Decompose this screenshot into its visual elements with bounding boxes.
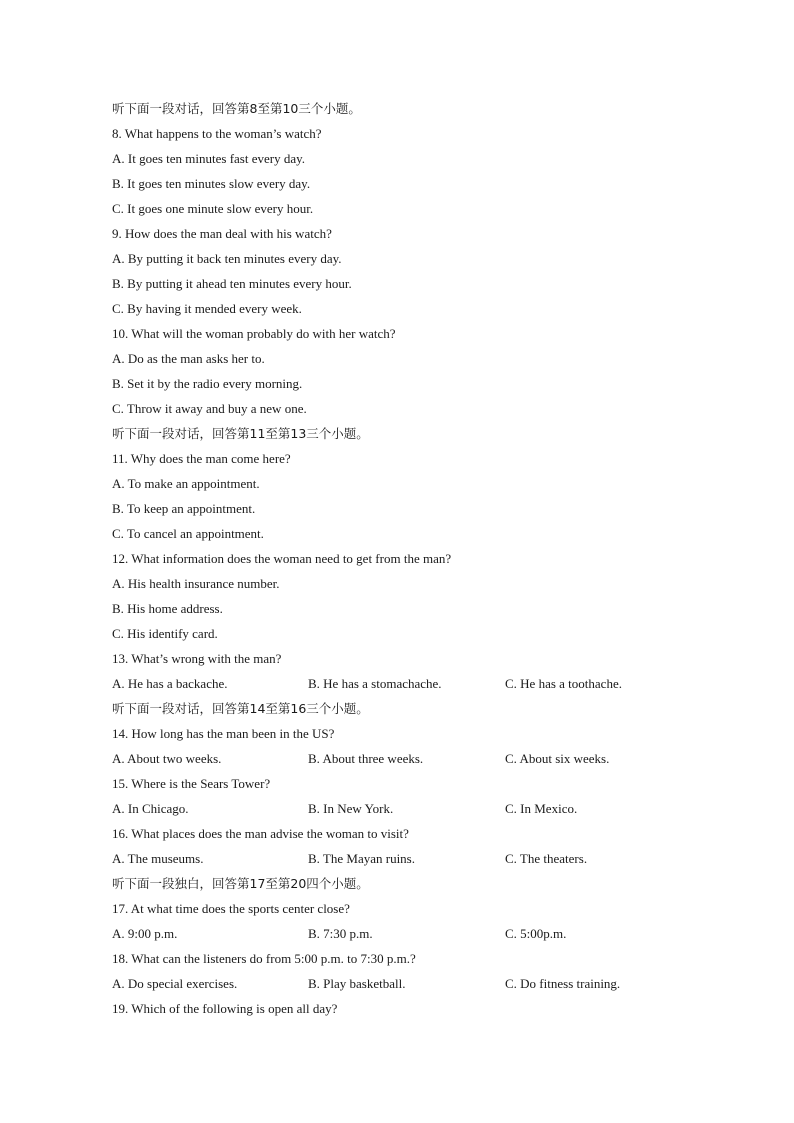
answer-option: B. His home address. — [112, 601, 223, 616]
question-text: 17. At what time does the sports center close? — [112, 901, 350, 916]
question-text: 16. What places does the man advise the woman to visit? — [112, 826, 409, 841]
answer-options-row — [112, 846, 732, 871]
question-text: 18. What can the listeners do from 5:00 p.m. to 7:30 p.m.? — [112, 951, 416, 966]
answer-option: A. His health insurance number. — [112, 576, 280, 591]
answer-options-row — [112, 521, 732, 546]
question-text: 19. Which of the following is open all day? — [112, 1001, 338, 1016]
answer-option: A. 9:00 p.m. — [112, 926, 178, 941]
answer-option: A. To make an appointment. — [112, 476, 260, 491]
answer-option: A. About two weeks. — [112, 751, 222, 766]
answer-options-row — [112, 671, 732, 696]
answer-options-row — [112, 621, 732, 646]
answer-option: B. To keep an appointment. — [112, 501, 256, 516]
question-text: 8. What happens to the woman’s watch? — [112, 126, 322, 141]
answer-option: A. It goes ten minutes fast every day. — [112, 151, 306, 166]
answer-options-row — [112, 146, 732, 171]
section-instruction: 听下面一段对话，回答第14至第16三个小题。 — [112, 701, 369, 716]
answer-option: B. Set it by the radio every morning. — [112, 376, 303, 391]
answer-options-row — [112, 571, 732, 596]
answer-options-row — [112, 396, 732, 421]
answer-options-row — [112, 171, 732, 196]
answer-option: A. Do as the man asks her to. — [112, 351, 265, 366]
answer-option: B. 7:30 p.m. — [308, 926, 373, 941]
question-text: 13. What’s wrong with the man? — [112, 651, 282, 666]
answer-option: C. By having it mended every week. — [112, 301, 302, 316]
answer-options-row — [112, 971, 732, 996]
answer-options-row — [112, 746, 732, 771]
question-text: 12. What information does the woman need to get from the man? — [112, 551, 452, 566]
answer-option: B. In New York. — [308, 801, 394, 816]
answer-option: B. About three weeks. — [308, 751, 424, 766]
answer-option: A. In Chicago. — [112, 801, 189, 816]
answer-option: B. By putting it ahead ten minutes every hour. — [112, 276, 352, 291]
answer-options-row — [112, 796, 732, 821]
answer-options-row — [112, 196, 732, 221]
answer-options-row — [112, 496, 732, 521]
section-instruction: 听下面一段独白，回答第17至第20四个小题。 — [112, 876, 369, 891]
answer-options-row — [112, 596, 732, 621]
question-text: 10. What will the woman probably do with her watch? — [112, 326, 396, 341]
answer-option: C. To cancel an appointment. — [112, 526, 264, 541]
answer-option: C. About six weeks. — [505, 751, 610, 766]
answer-options-row — [112, 921, 732, 946]
answer-option: C. It goes one minute slow every hour. — [112, 201, 314, 216]
answer-option: C. He has a toothache. — [505, 676, 622, 691]
question-text: 15. Where is the Sears Tower? — [112, 776, 271, 791]
answer-option: B. He has a stomachache. — [308, 676, 442, 691]
answer-option: A. The museums. — [112, 851, 204, 866]
answer-option: C. The theaters. — [505, 851, 588, 866]
answer-option: C. His identify card. — [112, 626, 218, 641]
answer-option: B. It goes ten minutes slow every day. — [112, 176, 311, 191]
question-text: 14. How long has the man been in the US? — [112, 726, 335, 741]
answer-options-row — [112, 346, 732, 371]
answer-options-row — [112, 246, 732, 271]
answer-options-row — [112, 371, 732, 396]
question-text: 11. Why does the man come here? — [112, 451, 291, 466]
answer-option: C. Do fitness training. — [505, 976, 621, 991]
answer-option: B. Play basketball. — [308, 976, 406, 991]
answer-option: B. The Mayan ruins. — [308, 851, 415, 866]
section-instruction: 听下面一段对话，回答第11至第13三个小题。 — [112, 426, 369, 441]
section-instruction: 听下面一段对话，回答第8至第10三个小题。 — [112, 101, 361, 116]
question-text: 9. How does the man deal with his watch? — [112, 226, 332, 241]
answer-option: A. Do special exercises. — [112, 976, 238, 991]
answer-options-row — [112, 296, 732, 321]
answer-options-row — [112, 271, 732, 296]
answer-option: C. 5:00p.m. — [505, 926, 567, 941]
answer-option: A. By putting it back ten minutes every day. — [112, 251, 342, 266]
answer-options-row — [112, 471, 732, 496]
answer-option: C. Throw it away and buy a new one. — [112, 401, 307, 416]
answer-option: A. He has a backache. — [112, 676, 228, 691]
answer-option: C. In Mexico. — [505, 801, 578, 816]
